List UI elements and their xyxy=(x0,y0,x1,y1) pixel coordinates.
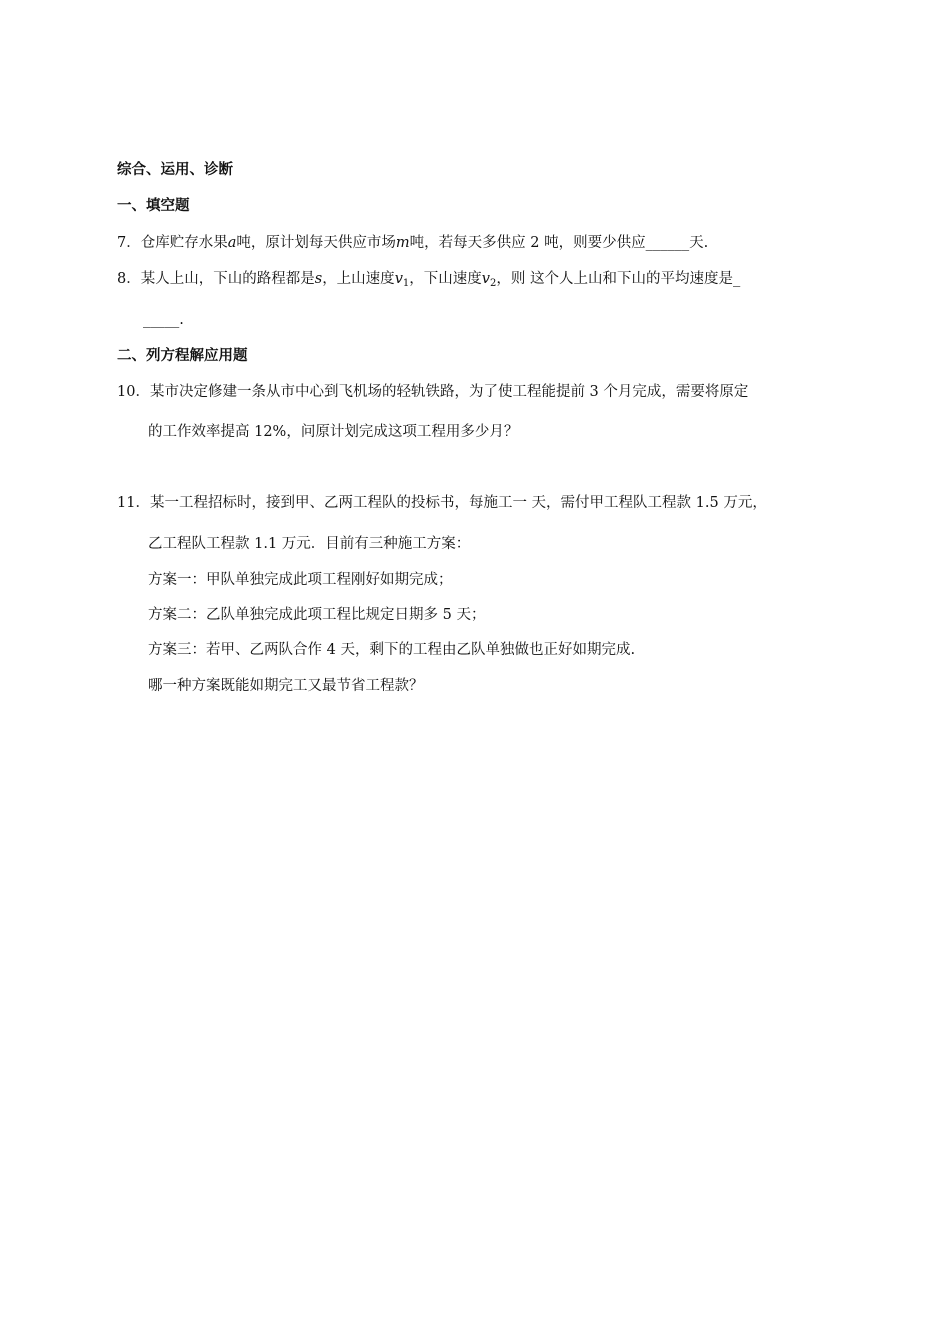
section-title: 综合、运用、诊断 xyxy=(117,161,233,178)
part1-heading: 一、填空题 xyxy=(117,197,190,214)
subscript-1: 1 xyxy=(402,278,410,289)
question-10-text-1: 某市决定修建一条从市中心到飞机场的轻轨铁路，为了使工程能提前 3 个月完成，需要将原定 xyxy=(149,384,749,400)
question-8-text-3: ，下山速度 xyxy=(409,271,482,287)
variable-v1: v xyxy=(394,271,403,287)
subscript-2: 2 xyxy=(489,278,497,289)
variable-v2: v xyxy=(481,271,490,287)
question-7 xyxy=(117,233,708,253)
question-11-text-1: 某一工程招标时，接到甲、乙两工程队的投标书，每施工一 天，需付甲工程队工程款 1.5 万元， xyxy=(149,495,767,511)
question-10-line-2: 的工作效率提高 12%，问原计划完成这项工程用多少月？ xyxy=(148,424,519,440)
variable-a: a xyxy=(227,235,237,251)
part2-heading: 二、列方程解应用题 xyxy=(117,347,248,364)
plan-3: 方案三：若甲、乙两队合作 4 天，剩下的工程由乙队单独做也正好如期完成. xyxy=(148,642,636,658)
question-8-text-1: 某人上山，下山的路程都是 xyxy=(140,271,315,287)
question-7-text-1: 仓库贮存水果 xyxy=(140,235,228,251)
plan-2: 方案二：乙队单独完成此项工程比规定日期多 5 天； xyxy=(148,607,486,623)
plan-1: 方案一：甲队单独完成此项工程刚好如期完成； xyxy=(148,572,453,588)
variable-s: s xyxy=(314,271,323,287)
question-10-number: 10． xyxy=(117,384,150,400)
question-8 xyxy=(117,269,740,294)
variable-m: m xyxy=(395,235,410,251)
question-11-line-1 xyxy=(117,493,767,513)
question-8-text-2: ，上山速度 xyxy=(322,271,395,287)
question-11-number: 11． xyxy=(117,495,150,511)
question-7-text-3: 吨，若每天多供应 2 吨，则要少供应______天. xyxy=(409,235,709,251)
question-7-text-2: 吨，原计划每天供应市场 xyxy=(236,235,396,251)
question-8-number: 8． xyxy=(117,271,141,287)
question-8-text-4: ，则 这个人上山和下山的平均速度是_ xyxy=(496,271,741,287)
question-8-continuation: _____. xyxy=(143,312,184,328)
question-10-line-1 xyxy=(117,382,748,402)
question-11-line-2: 乙工程队工程款 1.1 万元．目前有三种施工方案： xyxy=(148,536,471,552)
question-7-number: 7． xyxy=(117,235,141,251)
question-11-final: 哪一种方案既能如期完工又最节省工程款？ xyxy=(148,678,424,694)
